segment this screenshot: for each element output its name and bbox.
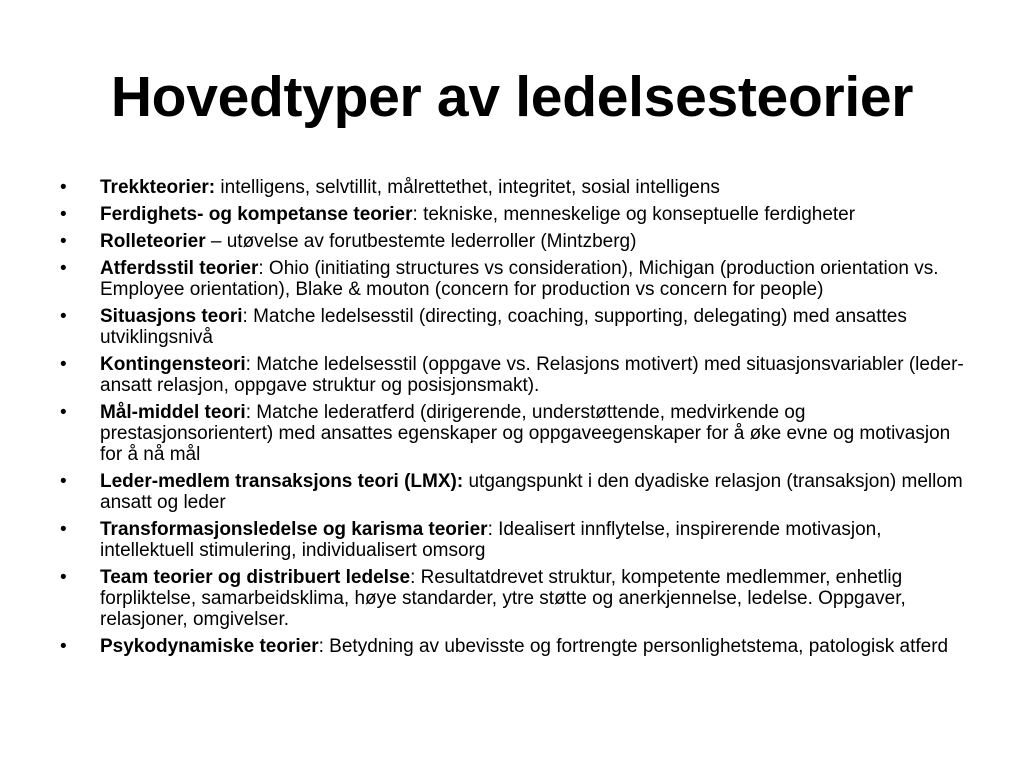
bullet-term: Rolleteorier: [100, 231, 206, 252]
bullet-item: [60, 471, 965, 513]
bullet-item: [60, 567, 965, 630]
bullet-list: [60, 177, 965, 663]
bullet-dot-icon: •: [60, 567, 67, 588]
bullet-text: : Matche ledelsesstil (oppgave vs. Relasjons motivert) med situasjonsvariabler (leder-ansatt relasjon, oppgave struktur og posisjonsmakt).: [100, 354, 964, 396]
bullet-text: : Idealisert innflytelse, inspirerende motivasjon, intellektuell stimulering, individualisert omsorg: [100, 519, 882, 561]
bullet-term: Kontingensteori: [100, 354, 246, 375]
bullet-dot-icon: •: [60, 636, 67, 657]
bullet-item: [60, 177, 965, 198]
bullet-term: Atferdsstil teorier: [100, 258, 259, 279]
slide-title: Hovedtyper av ledelsesteorier: [110, 65, 914, 129]
bullet-dot-icon: •: [60, 258, 67, 279]
bullet-text: intelligens, selvtillit, målrettethet, integritet, sosial intelligens: [215, 177, 720, 198]
bullet-term: Trekkteorier:: [100, 177, 216, 198]
bullet-text: : Resultatdrevet struktur, kompetente medlemmer, enhetlig forpliktelse, samarbeidsklima, høye standarder, ytre støtte og anerkjennelse, ledelse. Oppgaver, relasjoner, omgivelser.: [100, 567, 906, 630]
bullet-term: Leder-medlem transaksjons teori (LMX):: [100, 471, 464, 492]
bullet-dot-icon: •: [60, 471, 67, 492]
bullet-item: [60, 636, 965, 657]
bullet-item: [60, 306, 965, 348]
bullet-dot-icon: •: [60, 354, 67, 375]
bullet-text: : Matche lederatferd (dirigerende, understøttende, medvirkende og prestasjonsorientert) med ansattes egenskaper og oppgaveegenskaper for å øke evne og motivasjon for å nå mål: [100, 402, 951, 465]
bullet-dot-icon: •: [60, 177, 67, 198]
bullet-dot-icon: •: [60, 519, 67, 540]
bullet-item: [60, 231, 965, 252]
bullet-item: [60, 519, 965, 561]
bullet-dot-icon: •: [60, 204, 67, 225]
bullet-item: [60, 204, 965, 225]
bullet-dot-icon: •: [60, 306, 67, 327]
bullet-item: [60, 354, 965, 396]
bullet-item: [60, 402, 965, 465]
bullet-text: : Betydning av ubevisste og fortrengte personlighetstema, patologisk atferd: [318, 636, 949, 657]
bullet-text: – utøvelse av forutbestemte lederroller (Mintzberg): [205, 231, 637, 252]
bullet-text: : Matche ledelsesstil (directing, coaching, supporting, delegating) med ansattes utviklingsnivå: [100, 306, 907, 348]
bullet-term: Psykodynamiske teorier: [100, 636, 319, 657]
bullet-term: Situasjons teori: [100, 306, 243, 327]
bullet-term: Transformasjonsledelse og karisma teorier: [100, 519, 488, 540]
bullet-term: Mål-middel teori: [100, 402, 246, 423]
bullet-dot-icon: •: [60, 402, 67, 423]
bullet-text: utgangspunkt i den dyadiske relasjon (transaksjon) mellom ansatt og leder: [100, 471, 963, 513]
bullet-dot-icon: •: [60, 231, 67, 252]
bullet-text: : tekniske, menneskelige og konseptuelle ferdigheter: [412, 204, 856, 225]
bullet-item: [60, 258, 965, 300]
bullet-term: Team teorier og distribuert ledelse: [100, 567, 411, 588]
bullet-text: : Ohio (initiating structures vs consideration), Michigan (production orientation vs. Employee orientation), Blake & mouton (concern for production vs concern for people): [100, 258, 939, 300]
bullet-term: Ferdighets- og kompetanse teorier: [100, 204, 413, 225]
